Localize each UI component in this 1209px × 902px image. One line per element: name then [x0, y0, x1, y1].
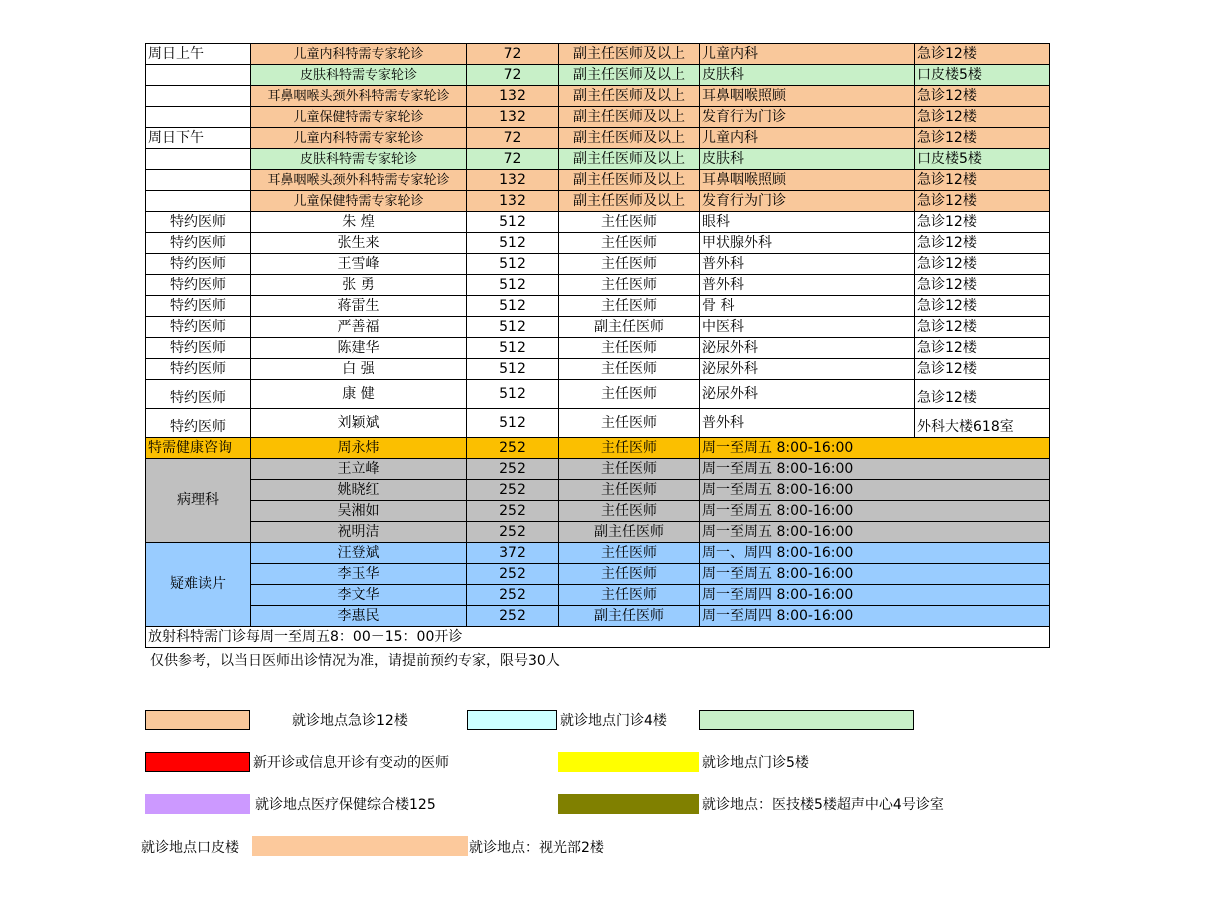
title-cell: 主任医师	[559, 359, 700, 380]
dept-cell: 发育行为门诊	[700, 107, 915, 128]
legend-label-emergency: 就诊地点急诊12楼	[292, 713, 408, 729]
dept-cell: 骨 科	[700, 296, 915, 317]
location-cell: 外科大楼618室	[915, 409, 1050, 438]
title-cell: 主任医师	[559, 296, 700, 317]
session-cell: 周日上午	[146, 44, 251, 65]
session-cell	[146, 191, 251, 212]
title-cell: 主任医师	[559, 501, 700, 522]
radiology-note-row	[146, 627, 1050, 648]
contract-doctor-row	[146, 317, 1050, 338]
title-cell: 副主任医师及以上	[559, 191, 700, 212]
legend-label-ultrasound: 就诊地点：医技楼5楼超声中心4号诊室	[702, 797, 944, 813]
title-cell: 副主任医师及以上	[559, 65, 700, 86]
location-cell: 急诊12楼	[915, 233, 1050, 254]
health-consult-row	[146, 438, 1050, 459]
clinic-cell: 儿童内科特需专家轮诊	[251, 128, 467, 149]
legend-label-optometry: 就诊地点：视光部2楼	[469, 840, 604, 856]
title-cell: 副主任医师及以上	[559, 44, 700, 65]
title-cell: 副主任医师及以上	[559, 149, 700, 170]
clinic-cell: 皮肤科特需专家轮诊	[251, 65, 467, 86]
title-cell: 副主任医师及以上	[559, 170, 700, 191]
doctor-name-cell: 李惠民	[251, 606, 467, 627]
fee-cell: 372	[467, 543, 559, 564]
time-cell: 周一、周四 8:00-16:00	[700, 543, 1050, 564]
dept-cell: 眼科	[700, 212, 915, 233]
dept-cell: 皮肤科	[700, 149, 915, 170]
title-cell: 主任医师	[559, 409, 700, 438]
sunday-row	[146, 65, 1050, 86]
clinic-cell: 儿童内科特需专家轮诊	[251, 44, 467, 65]
legend-swatch-outpatient-4	[467, 710, 557, 730]
location-cell: 急诊12楼	[915, 338, 1050, 359]
location-cell: 急诊12楼	[915, 296, 1050, 317]
session-cell: 周日下午	[146, 128, 251, 149]
fee-cell: 72	[467, 65, 559, 86]
title-cell: 主任医师	[559, 212, 700, 233]
fee-cell: 132	[467, 107, 559, 128]
fee-cell: 132	[467, 170, 559, 191]
title-cell: 副主任医师	[559, 522, 700, 543]
sunday-row	[146, 107, 1050, 128]
doctor-name-cell: 蒋雷生	[251, 296, 467, 317]
fee-cell: 252	[467, 606, 559, 627]
contract-doctor-row	[146, 380, 1050, 409]
film-reading-label: 疑难读片	[146, 543, 251, 627]
fee-cell: 132	[467, 191, 559, 212]
fee-cell: 252	[467, 459, 559, 480]
type-cell: 特约医师	[146, 212, 251, 233]
pathology-row	[146, 459, 1050, 480]
clinic-cell: 耳鼻咽喉头颈外科特需专家轮诊	[251, 86, 467, 107]
fee-cell: 512	[467, 254, 559, 275]
title-cell: 主任医师	[559, 459, 700, 480]
contract-doctor-row	[146, 296, 1050, 317]
title-cell: 主任医师	[559, 438, 700, 459]
title-cell: 主任医师	[559, 254, 700, 275]
film-reading-row	[146, 606, 1050, 627]
fee-cell: 512	[467, 212, 559, 233]
doctor-name-cell: 白 强	[251, 359, 467, 380]
sunday-row	[146, 86, 1050, 107]
title-cell: 主任医师	[559, 233, 700, 254]
type-cell: 特约医师	[146, 233, 251, 254]
location-cell: 急诊12楼	[915, 359, 1050, 380]
dept-cell: 普外科	[700, 254, 915, 275]
pathology-row	[146, 480, 1050, 501]
location-cell: 口皮楼5楼	[915, 149, 1050, 170]
dept-cell: 普外科	[700, 275, 915, 296]
fee-cell: 252	[467, 585, 559, 606]
dept-cell: 中医科	[700, 317, 915, 338]
location-cell: 急诊12楼	[915, 275, 1050, 296]
dept-cell: 耳鼻咽喉照顾	[700, 170, 915, 191]
title-cell: 主任医师	[559, 585, 700, 606]
dept-cell: 儿童内科	[700, 44, 915, 65]
time-cell: 周一至周四 8:00-16:00	[700, 585, 1050, 606]
dept-cell: 甲状腺外科	[700, 233, 915, 254]
type-cell: 特约医师	[146, 338, 251, 359]
pathology-row	[146, 522, 1050, 543]
doctor-name-cell: 李文华	[251, 585, 467, 606]
dept-cell: 泌尿外科	[700, 380, 915, 409]
fee-cell: 72	[467, 128, 559, 149]
legend-label-outpatient-5: 就诊地点门诊5楼	[702, 755, 809, 771]
radiology-note: 放射科特需门诊每周一至周五8：00－15：00开诊	[146, 627, 1050, 648]
session-cell	[146, 107, 251, 128]
sunday-row	[146, 149, 1050, 170]
doctor-name-cell: 陈建华	[251, 338, 467, 359]
doctor-name-cell: 姚晓红	[251, 480, 467, 501]
title-cell: 副主任医师	[559, 606, 700, 627]
film-reading-row	[146, 585, 1050, 606]
legend-label-health-building: 就诊地点医疗保健综合楼125	[255, 797, 436, 813]
dept-cell: 泌尿外科	[700, 338, 915, 359]
location-cell: 急诊12楼	[915, 86, 1050, 107]
contract-doctor-row	[146, 359, 1050, 380]
contract-doctor-row	[146, 254, 1050, 275]
contract-doctor-row	[146, 233, 1050, 254]
fee-cell: 72	[467, 149, 559, 170]
legend-label-new-doctor: 新开诊或信息开诊有变动的医师	[253, 755, 449, 771]
location-cell: 急诊12楼	[915, 107, 1050, 128]
legend-swatch-optometry	[252, 836, 468, 856]
time-cell: 周一至周五 8:00-16:00	[700, 564, 1050, 585]
legend-swatch-emergency	[145, 710, 250, 730]
doctor-name-cell: 严善福	[251, 317, 467, 338]
sunday-row	[146, 191, 1050, 212]
fee-cell: 512	[467, 338, 559, 359]
session-cell	[146, 65, 251, 86]
doctor-name-cell: 祝明洁	[251, 522, 467, 543]
location-cell: 急诊12楼	[915, 317, 1050, 338]
time-cell: 周一至周五 8:00-16:00	[700, 522, 1050, 543]
time-cell: 周一至周四 8:00-16:00	[700, 606, 1050, 627]
title-cell: 主任医师	[559, 564, 700, 585]
fee-cell: 512	[467, 233, 559, 254]
doctor-name-cell: 张生来	[251, 233, 467, 254]
location-cell: 急诊12楼	[915, 128, 1050, 149]
title-cell: 主任医师	[559, 275, 700, 296]
fee-cell: 252	[467, 438, 559, 459]
location-cell: 口皮楼5楼	[915, 65, 1050, 86]
title-cell: 主任医师	[559, 480, 700, 501]
dept-cell: 发育行为门诊	[700, 191, 915, 212]
pathology-row	[146, 501, 1050, 522]
location-cell: 急诊12楼	[915, 170, 1050, 191]
clinic-cell: 皮肤科特需专家轮诊	[251, 149, 467, 170]
doctor-name-cell: 刘颖斌	[251, 409, 467, 438]
time-cell: 周一至周五 8:00-16:00	[700, 459, 1050, 480]
type-cell: 特需健康咨询	[146, 438, 251, 459]
fee-cell: 252	[467, 480, 559, 501]
clinic-cell: 耳鼻咽喉头颈外科特需专家轮诊	[251, 170, 467, 191]
type-cell: 特约医师	[146, 296, 251, 317]
schedule-table	[145, 43, 1050, 648]
sunday-row	[146, 44, 1050, 65]
fee-cell: 72	[467, 44, 559, 65]
legend-swatch-green	[699, 710, 914, 730]
fee-cell: 512	[467, 275, 559, 296]
clinic-cell: 儿童保健特需专家轮诊	[251, 191, 467, 212]
doctor-name-cell: 张 勇	[251, 275, 467, 296]
fee-cell: 252	[467, 501, 559, 522]
fee-cell: 512	[467, 317, 559, 338]
fee-cell: 252	[467, 564, 559, 585]
session-cell	[146, 86, 251, 107]
fee-cell: 512	[467, 380, 559, 409]
location-cell: 急诊12楼	[915, 380, 1050, 409]
film-reading-row	[146, 564, 1050, 585]
location-cell: 急诊12楼	[915, 254, 1050, 275]
type-cell: 特约医师	[146, 359, 251, 380]
legend-label-outpatient-4: 就诊地点门诊4楼	[560, 713, 667, 729]
title-cell: 主任医师	[559, 543, 700, 564]
contract-doctor-row	[146, 212, 1050, 233]
dept-cell: 儿童内科	[700, 128, 915, 149]
legend-swatch-new-doctor	[145, 752, 250, 772]
contract-doctor-row	[146, 409, 1050, 438]
contract-doctor-row	[146, 338, 1050, 359]
doctor-name-cell: 吴湘如	[251, 501, 467, 522]
dept-cell: 普外科	[700, 409, 915, 438]
type-cell: 特约医师	[146, 380, 251, 409]
contract-doctor-row	[146, 275, 1050, 296]
title-cell: 副主任医师及以上	[559, 107, 700, 128]
dept-cell: 耳鼻咽喉照顾	[700, 86, 915, 107]
doctor-name-cell: 王雪峰	[251, 254, 467, 275]
legend-swatch-outpatient-5	[558, 752, 699, 772]
doctor-name-cell: 李玉华	[251, 564, 467, 585]
type-cell: 特约医师	[146, 275, 251, 296]
doctor-name-cell: 康 健	[251, 380, 467, 409]
doctor-name-cell: 王立峰	[251, 459, 467, 480]
dept-cell: 泌尿外科	[700, 359, 915, 380]
session-cell	[146, 149, 251, 170]
location-cell: 急诊12楼	[915, 44, 1050, 65]
time-cell: 周一至周五 8:00-16:00	[700, 480, 1050, 501]
sunday-row	[146, 128, 1050, 149]
type-cell: 特约医师	[146, 409, 251, 438]
title-cell: 主任医师	[559, 338, 700, 359]
doctor-name-cell: 汪登斌	[251, 543, 467, 564]
legend-swatch-ultrasound	[558, 794, 699, 814]
legend-swatch-health-building	[145, 794, 250, 814]
reference-note: 仅供参考，以当日医师出诊情况为准，请提前预约专家，限号30人	[150, 653, 560, 669]
clinic-cell: 儿童保健特需专家轮诊	[251, 107, 467, 128]
fee-cell: 512	[467, 296, 559, 317]
title-cell: 副主任医师及以上	[559, 86, 700, 107]
session-cell	[146, 170, 251, 191]
legend-label-stomatology: 就诊地点口皮楼	[141, 840, 239, 856]
pathology-label: 病理科	[146, 459, 251, 543]
fee-cell: 512	[467, 409, 559, 438]
doctor-name-cell: 朱 煌	[251, 212, 467, 233]
location-cell: 急诊12楼	[915, 191, 1050, 212]
film-reading-row	[146, 543, 1050, 564]
location-cell: 急诊12楼	[915, 212, 1050, 233]
type-cell: 特约医师	[146, 317, 251, 338]
type-cell: 特约医师	[146, 254, 251, 275]
fee-cell: 252	[467, 522, 559, 543]
sunday-row	[146, 170, 1050, 191]
title-cell: 主任医师	[559, 380, 700, 409]
title-cell: 副主任医师及以上	[559, 128, 700, 149]
time-cell: 周一至周五 8:00-16:00	[700, 501, 1050, 522]
dept-cell: 皮肤科	[700, 65, 915, 86]
doctor-name-cell: 周永炜	[251, 438, 467, 459]
time-cell: 周一至周五 8:00-16:00	[700, 438, 1050, 459]
title-cell: 副主任医师	[559, 317, 700, 338]
fee-cell: 512	[467, 359, 559, 380]
fee-cell: 132	[467, 86, 559, 107]
